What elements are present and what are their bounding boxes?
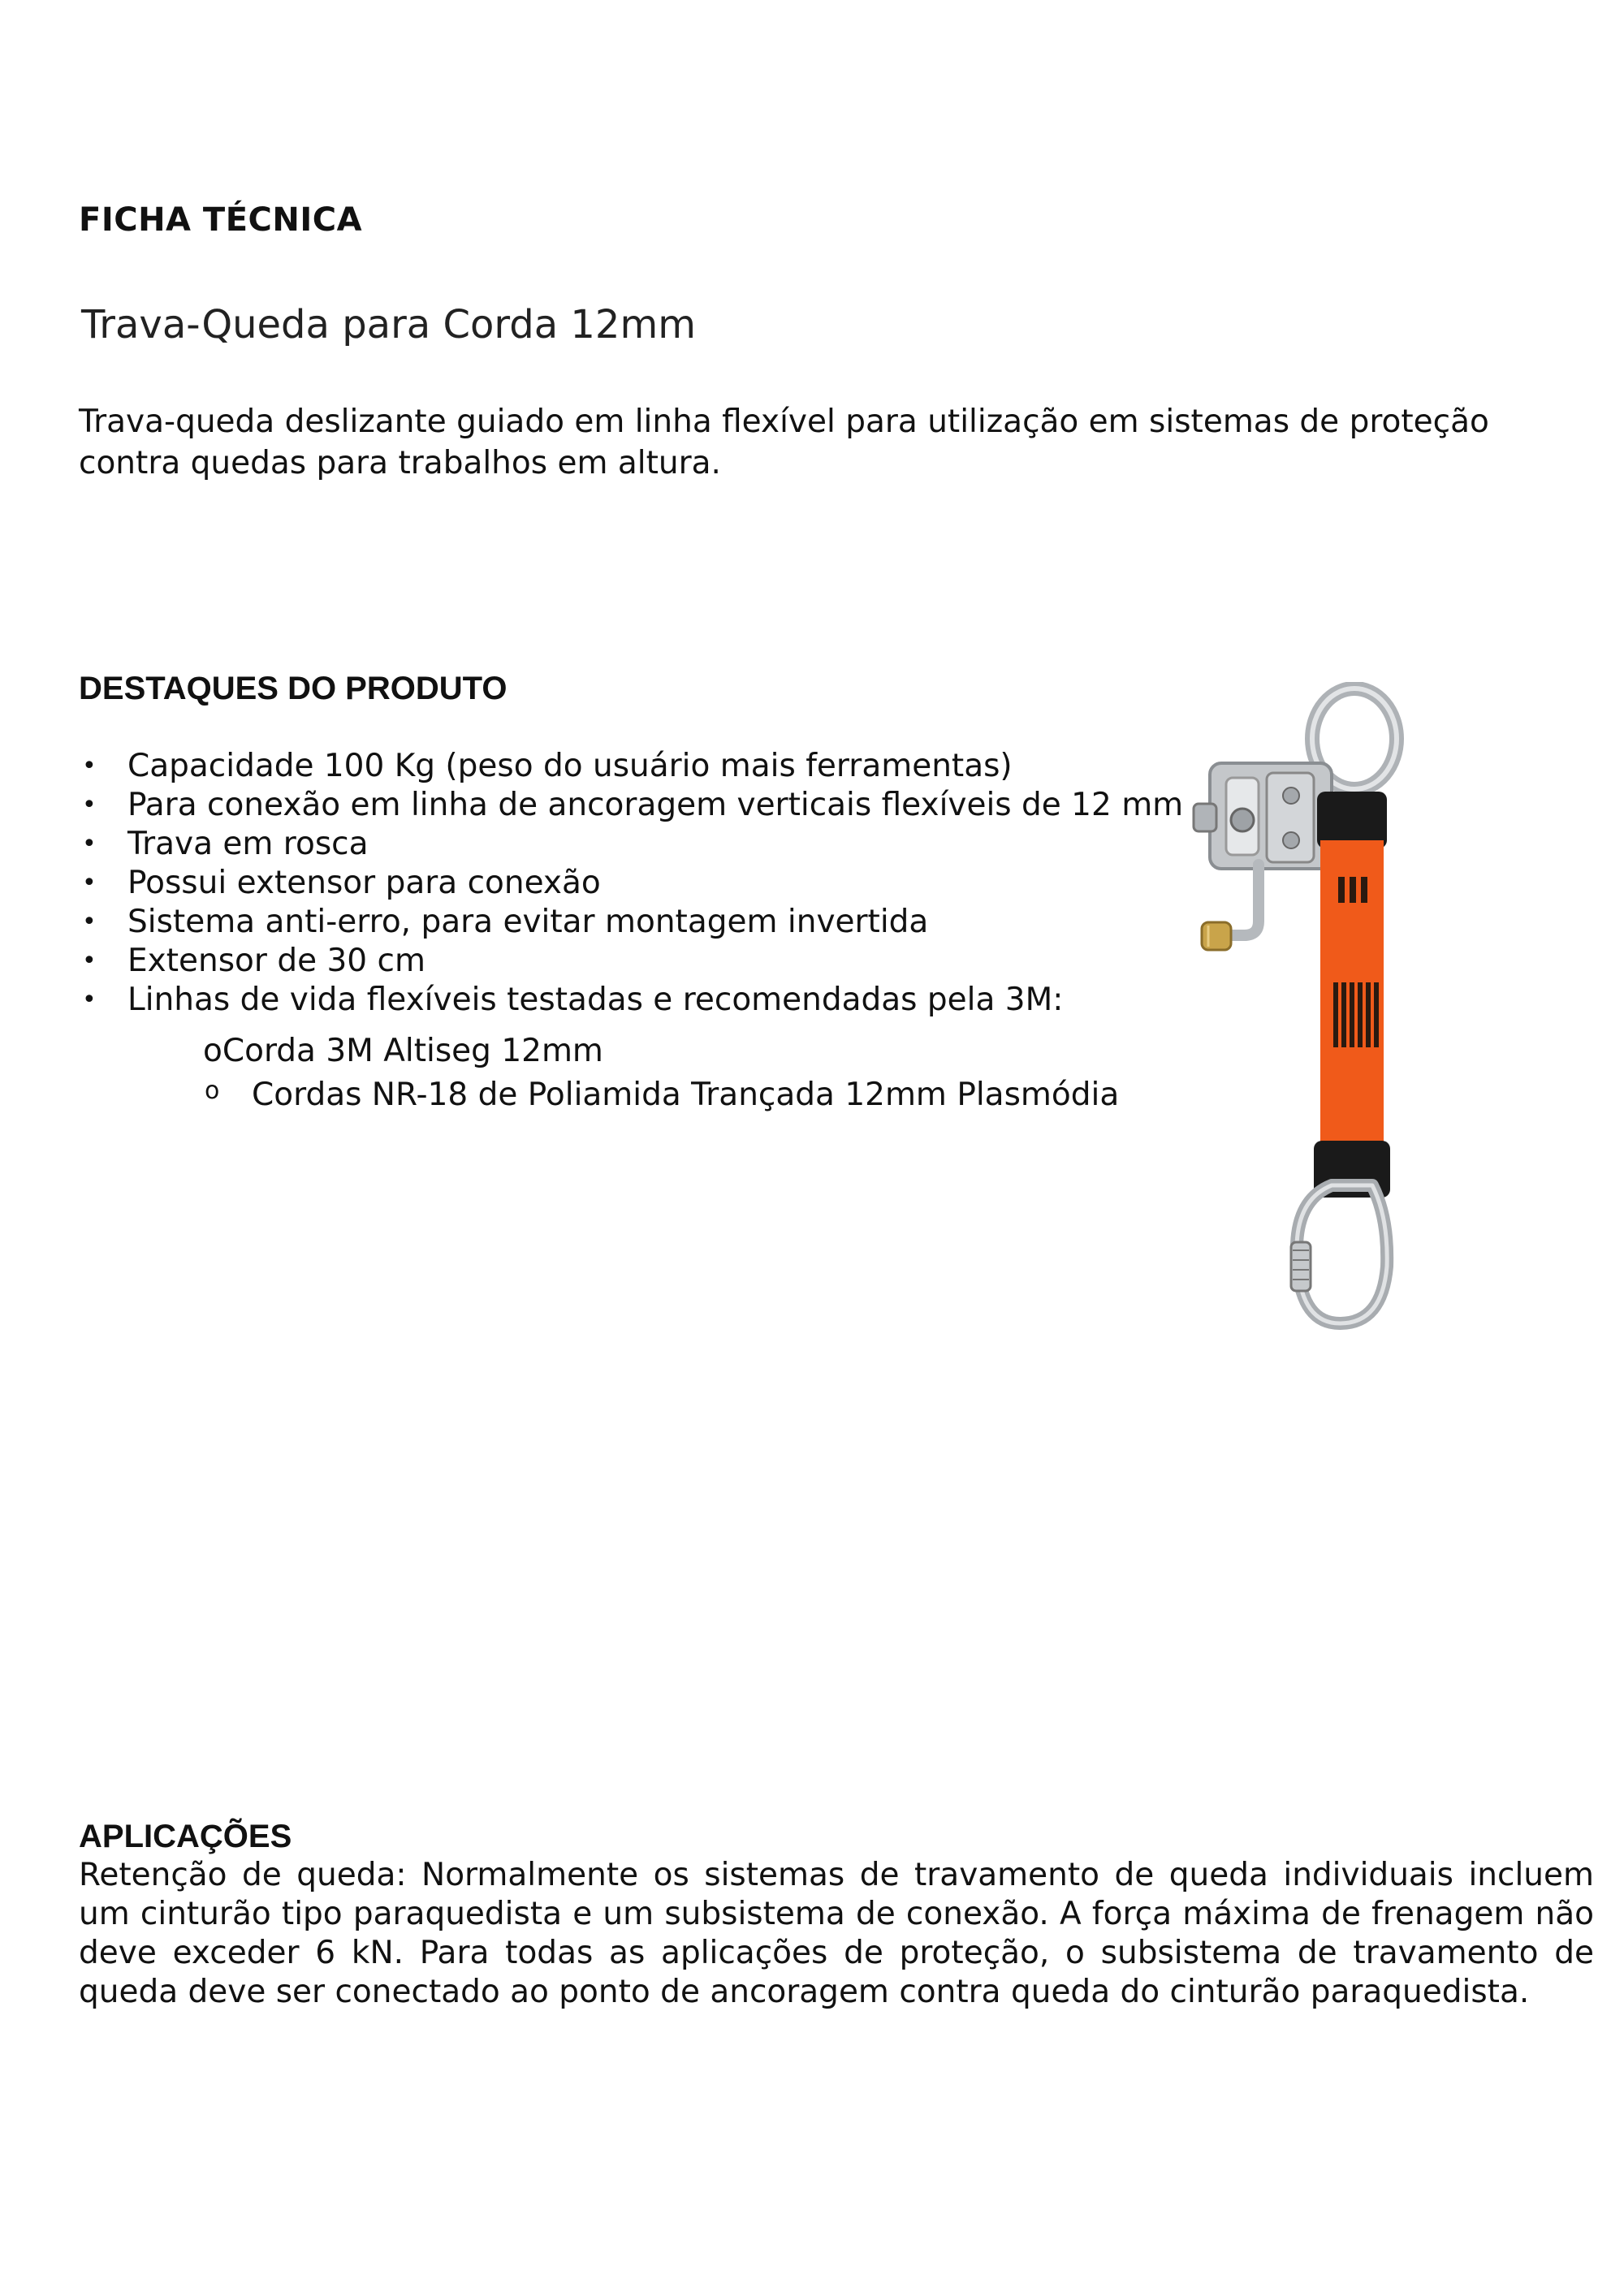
carabiner-icon: [1291, 1185, 1387, 1323]
list-item: • Sistema anti-erro, para evitar montagem invertida: [82, 904, 929, 940]
highlights-heading: DESTAQUES DO PRODUTO: [79, 671, 508, 706]
list-item: • Linhas de vida flexíveis testadas e recomendadas pela 3M:: [82, 982, 1064, 1018]
list-item: • Possui extensor para conexão: [82, 865, 601, 901]
circle-bullet-icon: o: [205, 1077, 220, 1105]
intro-paragraph: Trava-queda deslizante guiado em linha flexível para utilização em sistemas de proteção contra quedas para trabalhos em altura.: [79, 404, 1489, 481]
sub-list-item: o Cordas NR-18 de Poliamida Trançada 12mm Plasmódia: [205, 1077, 1120, 1113]
applications-paragraph: Retenção de queda: Normalmente os sistemas de travamento de queda individuais incluem um cinturão tipo paraquedista e um subsistema de conexão. A força máxima de frenagem não deve exceder 6 kN. Para todas as aplicações de proteção, o subsistema de travamento de queda deve ser conectado ao ponto de ancoragem contra queda do cinturão paraquedista.: [79, 1857, 1594, 2010]
bullet-icon: •: [82, 752, 97, 780]
doc-label: FICHA TÉCNICA: [79, 201, 363, 239]
rope-grab-body-icon: [1194, 763, 1332, 935]
list-item: • Extensor de 30 cm: [82, 943, 425, 979]
bullet-icon: •: [82, 830, 97, 858]
bullet-icon: •: [82, 791, 97, 819]
sub-list-item: oCorda 3M Altiseg 12mm: [203, 1033, 603, 1069]
applications-heading: APLICAÇÕES: [79, 1819, 292, 1854]
list-item: • Capacidade 100 Kg (peso do usuário mais ferramentas): [82, 748, 1013, 784]
bullet-icon: •: [82, 869, 97, 897]
list-item: • Para conexão em linha de ancoragem verticais flexíveis de 12 mm: [82, 787, 1184, 823]
product-image: [1169, 682, 1429, 1331]
extension-strap-icon: [1314, 792, 1390, 1198]
bullet-icon: •: [82, 986, 97, 1014]
product-title: Trava-Queda para Corda 12mm: [81, 302, 696, 347]
bullet-icon: •: [82, 908, 97, 936]
brass-knob-icon: [1202, 922, 1231, 950]
list-item: • Trava em rosca: [82, 826, 369, 862]
highlights-list: [79, 747, 1184, 1020]
bullet-icon: •: [82, 947, 97, 975]
